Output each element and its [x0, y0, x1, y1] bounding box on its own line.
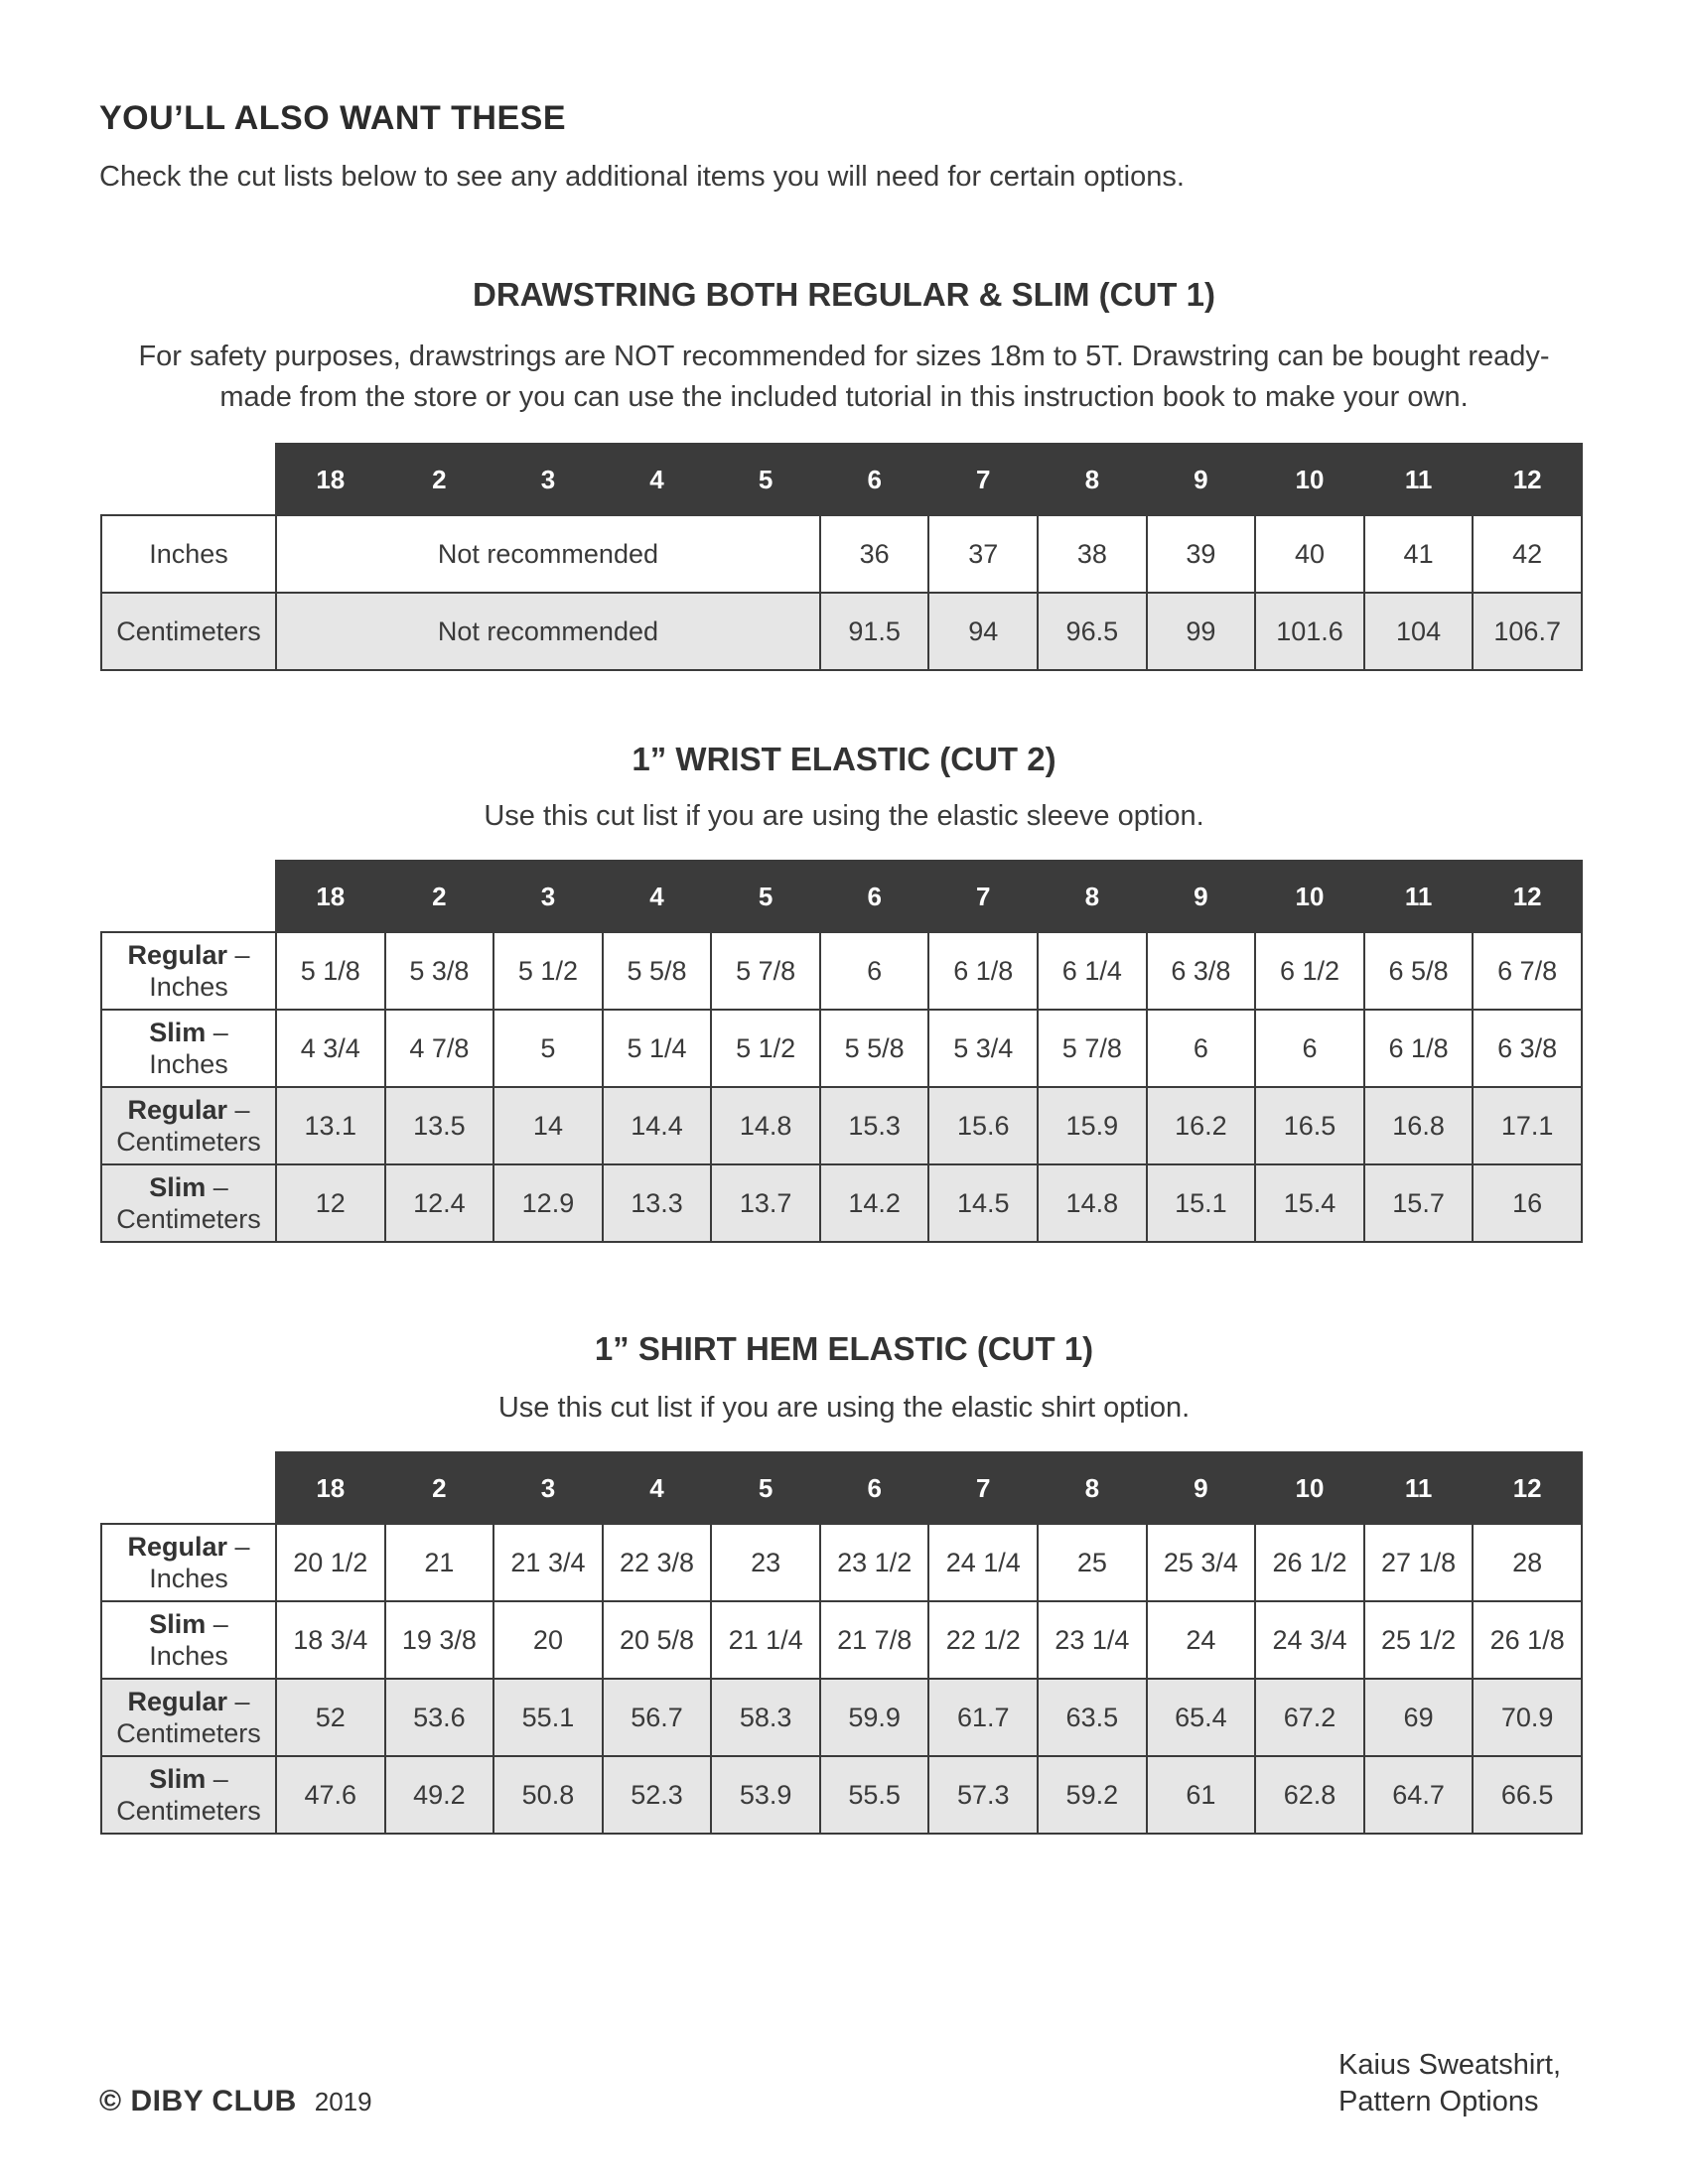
- size-header: 4: [603, 861, 712, 932]
- row-label-dash: –: [206, 1018, 228, 1047]
- footer-year: 2019: [314, 2086, 372, 2116]
- table-row: [101, 593, 1582, 670]
- size-header: 4: [603, 444, 712, 515]
- row-label: [101, 1756, 276, 1834]
- row-label-dash: –: [206, 1609, 228, 1639]
- row-label-unit: Inches: [149, 1641, 228, 1671]
- drawstring-title-bold: DRAWSTRING: [473, 276, 697, 313]
- table-cell: 20 5/8: [603, 1601, 712, 1679]
- wrist-elastic-table: [100, 860, 1583, 1243]
- table-cell: 53.9: [711, 1756, 820, 1834]
- table-cell: 5: [493, 1010, 603, 1087]
- size-header: 7: [928, 861, 1038, 932]
- table-cell: 14.2: [820, 1164, 929, 1242]
- row-label-dash: –: [227, 1532, 250, 1562]
- table-cell: 59.9: [820, 1679, 929, 1756]
- row-label-unit: Inches: [149, 1049, 228, 1079]
- table-cell: 23 1/2: [820, 1524, 929, 1601]
- table-cell: 6 3/8: [1147, 932, 1256, 1010]
- table-cell: 15.7: [1364, 1164, 1474, 1242]
- wrist-elastic-title-bold: 1” WRIST ELASTIC: [632, 741, 931, 777]
- table-cell: 21 7/8: [820, 1601, 929, 1679]
- table-cell: 6 3/8: [1473, 1010, 1582, 1087]
- table-cell: 6 1/2: [1255, 932, 1364, 1010]
- intro-text: Check the cut lists below to see any additional items you will need for certain options.: [99, 161, 1185, 193]
- table-cell: 13.7: [711, 1164, 820, 1242]
- table-cell: 64.7: [1364, 1756, 1474, 1834]
- table-cell: 27 1/8: [1364, 1524, 1474, 1601]
- table-cell: 39: [1147, 515, 1256, 593]
- table-cell: 52.3: [603, 1756, 712, 1834]
- table-cell: 6: [1147, 1010, 1256, 1087]
- table-cell: 37: [928, 515, 1038, 593]
- table-cell: 66.5: [1473, 1756, 1582, 1834]
- table-cell: 40: [1255, 515, 1364, 593]
- table-cell: 5 5/8: [820, 1010, 929, 1087]
- hem-elastic-note: Use this cut list if you are using the elastic shirt option.: [497, 1392, 1191, 1424]
- row-label-dash: –: [227, 1095, 250, 1125]
- size-header: 11: [1364, 861, 1474, 932]
- table-cell: 49.2: [385, 1756, 494, 1834]
- hem-elastic-title: [0, 1330, 1688, 1368]
- table-cell: 14.5: [928, 1164, 1038, 1242]
- table-cell: 41: [1364, 515, 1474, 593]
- table-cell: 5 7/8: [1038, 1010, 1147, 1087]
- table-cell: 22 1/2: [928, 1601, 1038, 1679]
- size-header: 9: [1147, 861, 1256, 932]
- size-header: 6: [820, 861, 929, 932]
- table-cell: 42: [1473, 515, 1582, 593]
- table-cell: 61: [1147, 1756, 1256, 1834]
- size-header: 2: [385, 444, 494, 515]
- size-header: 4: [603, 1452, 712, 1524]
- table-cell: 6: [820, 932, 929, 1010]
- table-cell: 25: [1038, 1524, 1147, 1601]
- wrist-elastic-title: [0, 741, 1688, 778]
- table-cell: 63.5: [1038, 1679, 1147, 1756]
- row-label: [101, 1010, 276, 1087]
- table-cell: 16.8: [1364, 1087, 1474, 1164]
- size-header: 12: [1473, 1452, 1582, 1524]
- table-cell: 67.2: [1255, 1679, 1364, 1756]
- table-cell: 94: [928, 593, 1038, 670]
- table-cell: 4 7/8: [385, 1010, 494, 1087]
- not-recommended-cell: Not recommended: [276, 515, 820, 593]
- row-label: Centimeters: [101, 593, 276, 670]
- footer-credit-line1: Kaius Sweatshirt,: [1338, 2049, 1562, 2081]
- size-header-row: [101, 861, 1582, 932]
- table-cell: 25 1/2: [1364, 1601, 1474, 1679]
- size-header-row: [101, 444, 1582, 515]
- table-cell: 6 1/8: [928, 932, 1038, 1010]
- row-label-bold: Slim: [149, 1609, 207, 1639]
- row-label-unit: Centimeters: [116, 1204, 261, 1234]
- table-cell: 69: [1364, 1679, 1474, 1756]
- table-cell: 91.5: [820, 593, 929, 670]
- table-cell: 12: [276, 1164, 385, 1242]
- table-row: [101, 1601, 1582, 1679]
- table-cell: 22 3/8: [603, 1524, 712, 1601]
- row-label-bold: Slim: [149, 1764, 207, 1794]
- hem-elastic-title-rest: (CUT 1): [967, 1330, 1094, 1367]
- table-row: [101, 932, 1582, 1010]
- row-label-bold: Regular: [127, 1095, 227, 1125]
- table-cell: 15.1: [1147, 1164, 1256, 1242]
- size-header: 6: [820, 1452, 929, 1524]
- table-cell: 24: [1147, 1601, 1256, 1679]
- size-header: 10: [1255, 1452, 1364, 1524]
- table-cell: 53.6: [385, 1679, 494, 1756]
- table-cell: 55.1: [493, 1679, 603, 1756]
- table-cell: 5 5/8: [603, 932, 712, 1010]
- footer-credit: [1338, 2047, 1561, 2120]
- page-heading: YOU’LL ALSO WANT THESE: [99, 99, 567, 137]
- row-label-dash: –: [206, 1764, 228, 1794]
- size-header: 10: [1255, 861, 1364, 932]
- row-label-bold: Regular: [127, 1532, 227, 1562]
- header-blank: [101, 861, 276, 932]
- table-cell: 50.8: [493, 1756, 603, 1834]
- table-cell: 17.1: [1473, 1087, 1582, 1164]
- drawstring-title-rest: BOTH REGULAR & SLIM (CUT 1): [696, 276, 1215, 313]
- table-row: [101, 515, 1582, 593]
- table-cell: 5 7/8: [711, 932, 820, 1010]
- table-cell: 106.7: [1473, 593, 1582, 670]
- size-header: 2: [385, 1452, 494, 1524]
- drawstring-note-line1: For safety purposes, drawstrings are NOT recommended for sizes 18m to 5T. Drawstring can be bought ready-: [138, 341, 1550, 372]
- table-cell: 16.5: [1255, 1087, 1364, 1164]
- table-cell: 12.9: [493, 1164, 603, 1242]
- table-cell: 26 1/2: [1255, 1524, 1364, 1601]
- table-cell: 57.3: [928, 1756, 1038, 1834]
- table-cell: 14.4: [603, 1087, 712, 1164]
- row-label-dash: –: [227, 940, 250, 970]
- table-cell: 55.5: [820, 1756, 929, 1834]
- row-label-dash: –: [206, 1172, 228, 1202]
- table-cell: 62.8: [1255, 1756, 1364, 1834]
- size-header: 18: [276, 1452, 385, 1524]
- drawstring-note: [99, 337, 1589, 418]
- footer-credit-line2: Pattern Options: [1338, 2086, 1539, 2117]
- table-row: [101, 1524, 1582, 1601]
- table-cell: 12.4: [385, 1164, 494, 1242]
- row-label-dash: –: [227, 1687, 250, 1716]
- table-cell: 5 1/2: [493, 932, 603, 1010]
- table-cell: 99: [1147, 593, 1256, 670]
- table-row: [101, 1087, 1582, 1164]
- hem-elastic-title-bold: 1” SHIRT HEM ELASTIC: [594, 1330, 968, 1367]
- row-label: [101, 1087, 276, 1164]
- table-cell: 15.3: [820, 1087, 929, 1164]
- table-cell: 16: [1473, 1164, 1582, 1242]
- table-cell: 70.9: [1473, 1679, 1582, 1756]
- row-label-unit: Inches: [149, 1564, 228, 1593]
- table-cell: 59.2: [1038, 1756, 1147, 1834]
- row-label-unit: Centimeters: [116, 1796, 261, 1826]
- table-cell: 28: [1473, 1524, 1582, 1601]
- row-label-bold: Regular: [127, 1687, 227, 1716]
- table-cell: 14.8: [1038, 1164, 1147, 1242]
- table-cell: 65.4: [1147, 1679, 1256, 1756]
- size-header: 7: [928, 444, 1038, 515]
- not-recommended-cell: Not recommended: [276, 593, 820, 670]
- table-cell: 96.5: [1038, 593, 1147, 670]
- table-cell: 25 3/4: [1147, 1524, 1256, 1601]
- row-label-bold: Slim: [149, 1018, 207, 1047]
- size-header: 9: [1147, 1452, 1256, 1524]
- table-cell: 24 1/4: [928, 1524, 1038, 1601]
- size-header: 6: [820, 444, 929, 515]
- brand-logo: © DIBY CLUB: [99, 2085, 297, 2117]
- row-label: [101, 1524, 276, 1601]
- row-label-bold: Slim: [149, 1172, 207, 1202]
- size-header: 5: [711, 1452, 820, 1524]
- table-cell: 26 1/8: [1473, 1601, 1582, 1679]
- table-row: [101, 1164, 1582, 1242]
- size-header-row: [101, 1452, 1582, 1524]
- row-label: [101, 932, 276, 1010]
- size-header: 8: [1038, 861, 1147, 932]
- size-header: 18: [276, 444, 385, 515]
- table-cell: 21: [385, 1524, 494, 1601]
- row-label-unit: Centimeters: [116, 1127, 261, 1157]
- header-blank: [101, 444, 276, 515]
- table-cell: 20: [493, 1601, 603, 1679]
- table-cell: 4 3/4: [276, 1010, 385, 1087]
- size-header: 9: [1147, 444, 1256, 515]
- table-cell: 5 3/8: [385, 932, 494, 1010]
- table-cell: 56.7: [603, 1679, 712, 1756]
- size-header: 12: [1473, 861, 1582, 932]
- row-label: [101, 1601, 276, 1679]
- row-label: [101, 1164, 276, 1242]
- size-header: 5: [711, 444, 820, 515]
- size-header: 11: [1364, 1452, 1474, 1524]
- size-header: 7: [928, 1452, 1038, 1524]
- table-cell: 15.6: [928, 1087, 1038, 1164]
- table-cell: 5 1/8: [276, 932, 385, 1010]
- table-cell: 18 3/4: [276, 1601, 385, 1679]
- table-cell: 23: [711, 1524, 820, 1601]
- size-header: 3: [493, 861, 603, 932]
- table-row: [101, 1679, 1582, 1756]
- table-row: [101, 1010, 1582, 1087]
- row-label-unit: Centimeters: [116, 1718, 261, 1748]
- table-cell: 13.3: [603, 1164, 712, 1242]
- row-label: Inches: [101, 515, 276, 593]
- footer-copyright: [99, 2085, 372, 2118]
- size-header: 2: [385, 861, 494, 932]
- table-cell: 61.7: [928, 1679, 1038, 1756]
- table-row: [101, 1756, 1582, 1834]
- size-header: 11: [1364, 444, 1474, 515]
- size-header: 8: [1038, 1452, 1147, 1524]
- table-cell: 5 3/4: [928, 1010, 1038, 1087]
- size-header: 3: [493, 444, 603, 515]
- table-cell: 15.9: [1038, 1087, 1147, 1164]
- size-header: 8: [1038, 444, 1147, 515]
- size-header: 5: [711, 861, 820, 932]
- table-cell: 21 3/4: [493, 1524, 603, 1601]
- table-cell: 21 1/4: [711, 1601, 820, 1679]
- table-cell: 38: [1038, 515, 1147, 593]
- table-cell: 52: [276, 1679, 385, 1756]
- table-cell: 14.8: [711, 1087, 820, 1164]
- table-cell: 36: [820, 515, 929, 593]
- table-cell: 58.3: [711, 1679, 820, 1756]
- table-cell: 15.4: [1255, 1164, 1364, 1242]
- table-cell: 6: [1255, 1010, 1364, 1087]
- row-label-bold: Regular: [127, 940, 227, 970]
- size-header: 3: [493, 1452, 603, 1524]
- table-cell: 5 1/2: [711, 1010, 820, 1087]
- table-cell: 6 1/4: [1038, 932, 1147, 1010]
- table-cell: 5 1/4: [603, 1010, 712, 1087]
- row-label-unit: Inches: [149, 972, 228, 1002]
- drawstring-note-line2: made from the store or you can use the included tutorial in this instruction book to make your own.: [219, 381, 1469, 413]
- drawstring-table: [100, 443, 1583, 671]
- hem-elastic-table: [100, 1451, 1583, 1835]
- row-label: [101, 1679, 276, 1756]
- size-header: 10: [1255, 444, 1364, 515]
- drawstring-title: [0, 276, 1688, 314]
- table-cell: 14: [493, 1087, 603, 1164]
- wrist-elastic-title-rest: (CUT 2): [930, 741, 1056, 777]
- wrist-elastic-note: Use this cut list if you are using the elastic sleeve option.: [484, 800, 1204, 832]
- table-cell: 16.2: [1147, 1087, 1256, 1164]
- table-cell: 6 1/8: [1364, 1010, 1474, 1087]
- table-cell: 47.6: [276, 1756, 385, 1834]
- size-header: 12: [1473, 444, 1582, 515]
- table-cell: 23 1/4: [1038, 1601, 1147, 1679]
- header-blank: [101, 1452, 276, 1524]
- table-cell: 13.1: [276, 1087, 385, 1164]
- table-cell: 6 5/8: [1364, 932, 1474, 1010]
- table-cell: 19 3/8: [385, 1601, 494, 1679]
- table-cell: 101.6: [1255, 593, 1364, 670]
- table-cell: 6 7/8: [1473, 932, 1582, 1010]
- size-header: 18: [276, 861, 385, 932]
- table-cell: 20 1/2: [276, 1524, 385, 1601]
- table-cell: 24 3/4: [1255, 1601, 1364, 1679]
- table-cell: 13.5: [385, 1087, 494, 1164]
- table-cell: 104: [1364, 593, 1474, 670]
